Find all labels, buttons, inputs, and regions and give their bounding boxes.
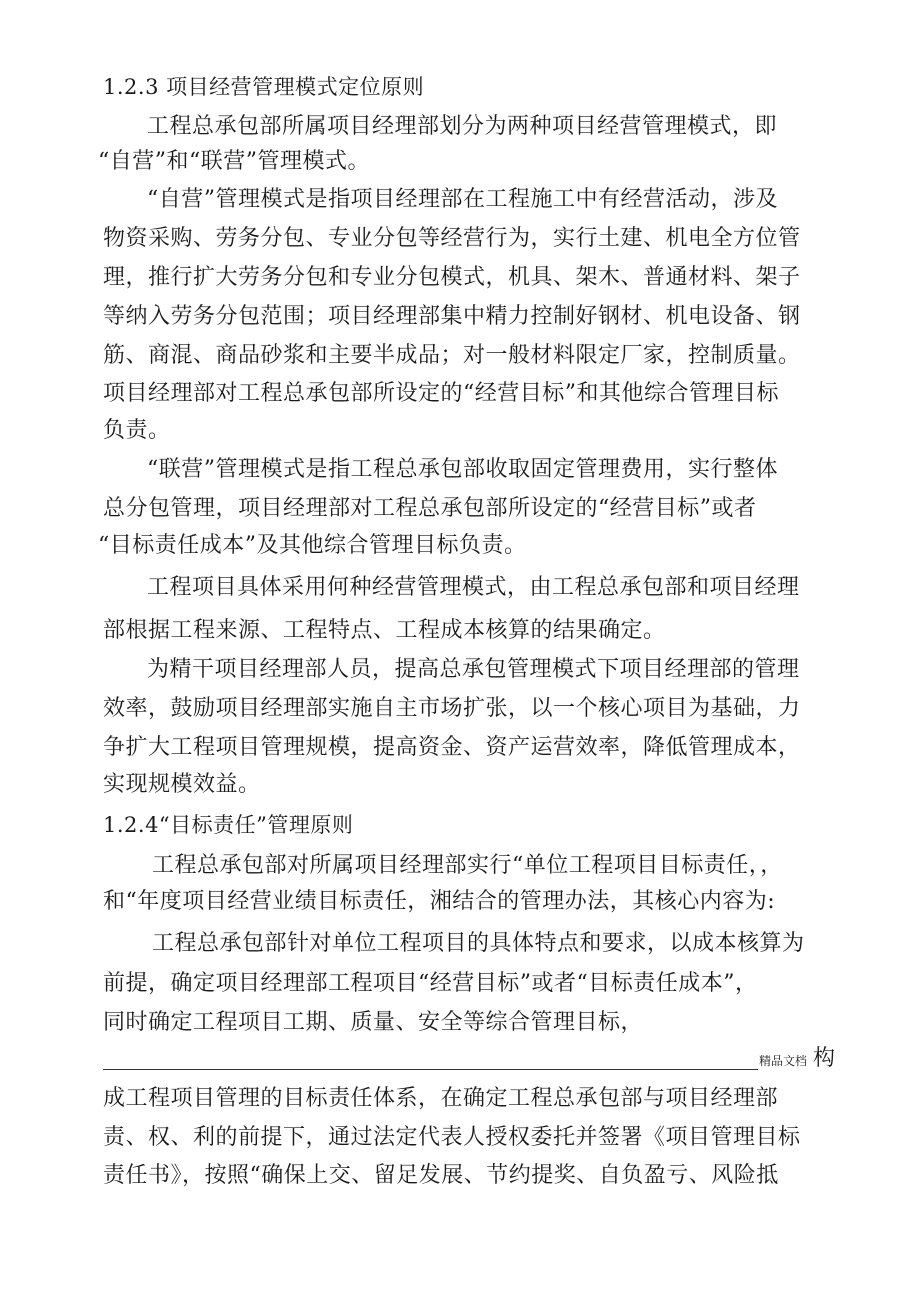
paragraph-line: 和“年度项目经营业绩目标责任，湘结合的管理办法，其核心内容为: bbox=[103, 889, 776, 914]
paragraph-line: 责、权、利的前提下，通过法定代表人授权委托并签署《项目管理目标 bbox=[103, 1125, 801, 1150]
paragraph-line: 等纳入劳务分包范围；项目经理部集中精力控制好钢材、机电设备、钢 bbox=[103, 304, 801, 329]
paragraph-line: 筋、商混、商品砂浆和主要半成品；对一般材料限定厂家，控制质量。 bbox=[103, 343, 801, 368]
footer-divider bbox=[103, 1069, 758, 1070]
paragraph-line: 物资采购、劳务分包、专业分包等经营行为，实行土建、机电全方位管 bbox=[103, 226, 801, 251]
paragraph-line: 负责。 bbox=[103, 418, 171, 443]
paragraph-line: 前提，确定项目经理部工程项目“经营目标”或者“目标责任成本”， bbox=[103, 971, 758, 996]
paragraph-line: 实现规模效益。 bbox=[103, 772, 261, 797]
paragraph-line: 项目经理部对工程总承包部所设定的“经营目标”和其他综合管理目标 bbox=[103, 381, 779, 406]
paragraph-line: “联营”管理模式是指工程总承包部收取固定管理费用，实行整体 bbox=[147, 457, 778, 482]
paragraph-line: “自营”管理模式是指项目经理部在工程施工中有经营活动，涉及 bbox=[147, 187, 778, 212]
paragraph-line: 为精干项目经理部人员，提高总承包管理模式下项目经理部的管理 bbox=[147, 657, 800, 682]
paragraph-line: 理，推行扩大劳务分包和专业分包模式，机具、架木、普通材料、架子 bbox=[103, 265, 801, 290]
paragraph-line: 工程总承包部针对单位工程项目的具体特点和要求，以成本核算为 bbox=[152, 931, 805, 956]
section-heading-1-2-4: 1.2.4“目标责任”管理原则 bbox=[103, 813, 354, 837]
paragraph-line: “目标责任成本”及其他综合管理目标负责。 bbox=[98, 533, 527, 558]
footer-continuation-char: 构 bbox=[813, 1046, 836, 1071]
section-heading-1-2-3: 1.2.3 项目经营管理模式定位原则 bbox=[103, 75, 425, 99]
paragraph-line: 工程项目具体采用何种经营管理模式，由工程总承包部和项目经理 bbox=[147, 575, 800, 600]
paragraph-line: 责任书》，按照“确保上交、留足发展、节约提奖、自负盈亏、风险抵 bbox=[103, 1163, 779, 1188]
paragraph-line: 同时确定工程项目工期、质量、安全等综合管理目标， bbox=[103, 1010, 644, 1035]
paragraph-line: 成工程项目管理的目标责任体系，在确定工程总承包部与项目经理部 bbox=[103, 1086, 779, 1111]
paragraph-line: “自营”和“联营”管理模式。 bbox=[98, 149, 370, 174]
footer-label: 精品文档 bbox=[759, 1054, 808, 1068]
paragraph-line: 工程总承包部对所属项目经理部实行“单位工程项目目标责任，， bbox=[152, 853, 783, 878]
paragraph-line: 总分包管理，项目经理部对工程总承包部所设定的“经营目标”或者 bbox=[103, 496, 757, 521]
paragraph-line: 部根据工程来源、工程特点、工程成本核算的结果确定。 bbox=[103, 618, 666, 643]
paragraph-line: 工程总承包部所属项目经理部划分为两种项目经营管理模式，即 bbox=[147, 114, 778, 139]
paragraph-line: 争扩大工程项目管理规模，提高资金、资产运营效率，降低管理成本， bbox=[103, 735, 801, 760]
paragraph-line: 效率，鼓励项目经理部实施自主市场扩张，以一个核心项目为基础，力 bbox=[103, 696, 801, 721]
